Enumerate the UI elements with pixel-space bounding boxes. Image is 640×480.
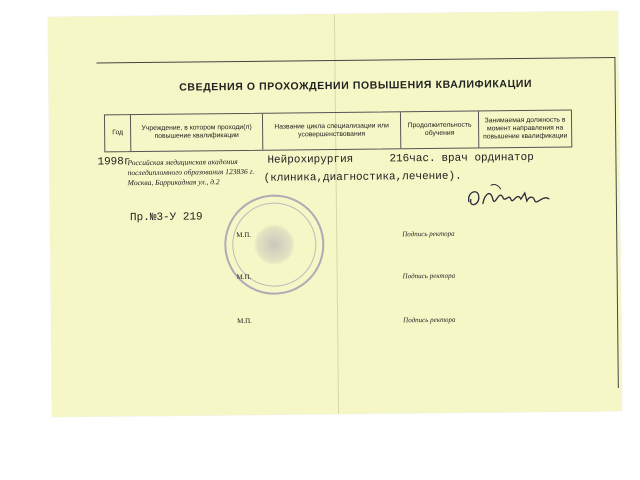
entry-order-number: Пр.№3-У 219 [129,211,203,225]
rector-signature-label-2: Подпись ректора [402,271,456,281]
stamp-place-label-3: М.П. [237,316,252,326]
column-header-position: Занимаемая должность в момент направления на повышение квалификации [483,116,568,141]
document-title: СВЕДЕНИЯ О ПРОХОЖДЕНИИ ПОВЫШЕНИЯ КВАЛИФИКАЦИИ [179,77,533,94]
document-sheet [48,11,622,417]
entry-cycle-line1: Нейрохирургия [267,153,354,167]
stamp-place-label-2: М.П. [236,272,252,282]
stamp-place-label-1: М.П. [236,230,252,240]
column-header-year: Год [105,115,131,151]
table-header [104,110,572,153]
entry-cycle-line2: (клиника,диагностика,лечение). [263,170,462,185]
rector-signature [465,179,555,216]
document-frame [96,57,618,393]
rector-signature-label-3: Подпись ректора [403,315,456,325]
column-header-cycle: Название цикла специализации или усовершенствования [263,112,401,149]
rector-signature-label-1: Подпись ректора [402,229,455,239]
entry-duration: 216час. [389,152,436,166]
seal-emblem [254,224,294,264]
entry-year: 1998г [97,156,131,169]
entry-institution: Российская медицинская академия последипломного образования 123836 г. Москва, Баррикадная ул., д.2 [127,157,255,188]
entry-position: врач ординатор [441,151,534,165]
column-header-duration: Продолжительность обучения [401,111,479,148]
column-header-institution: Учреждение, в котором проходи(л) повышение квалификации [131,114,263,151]
